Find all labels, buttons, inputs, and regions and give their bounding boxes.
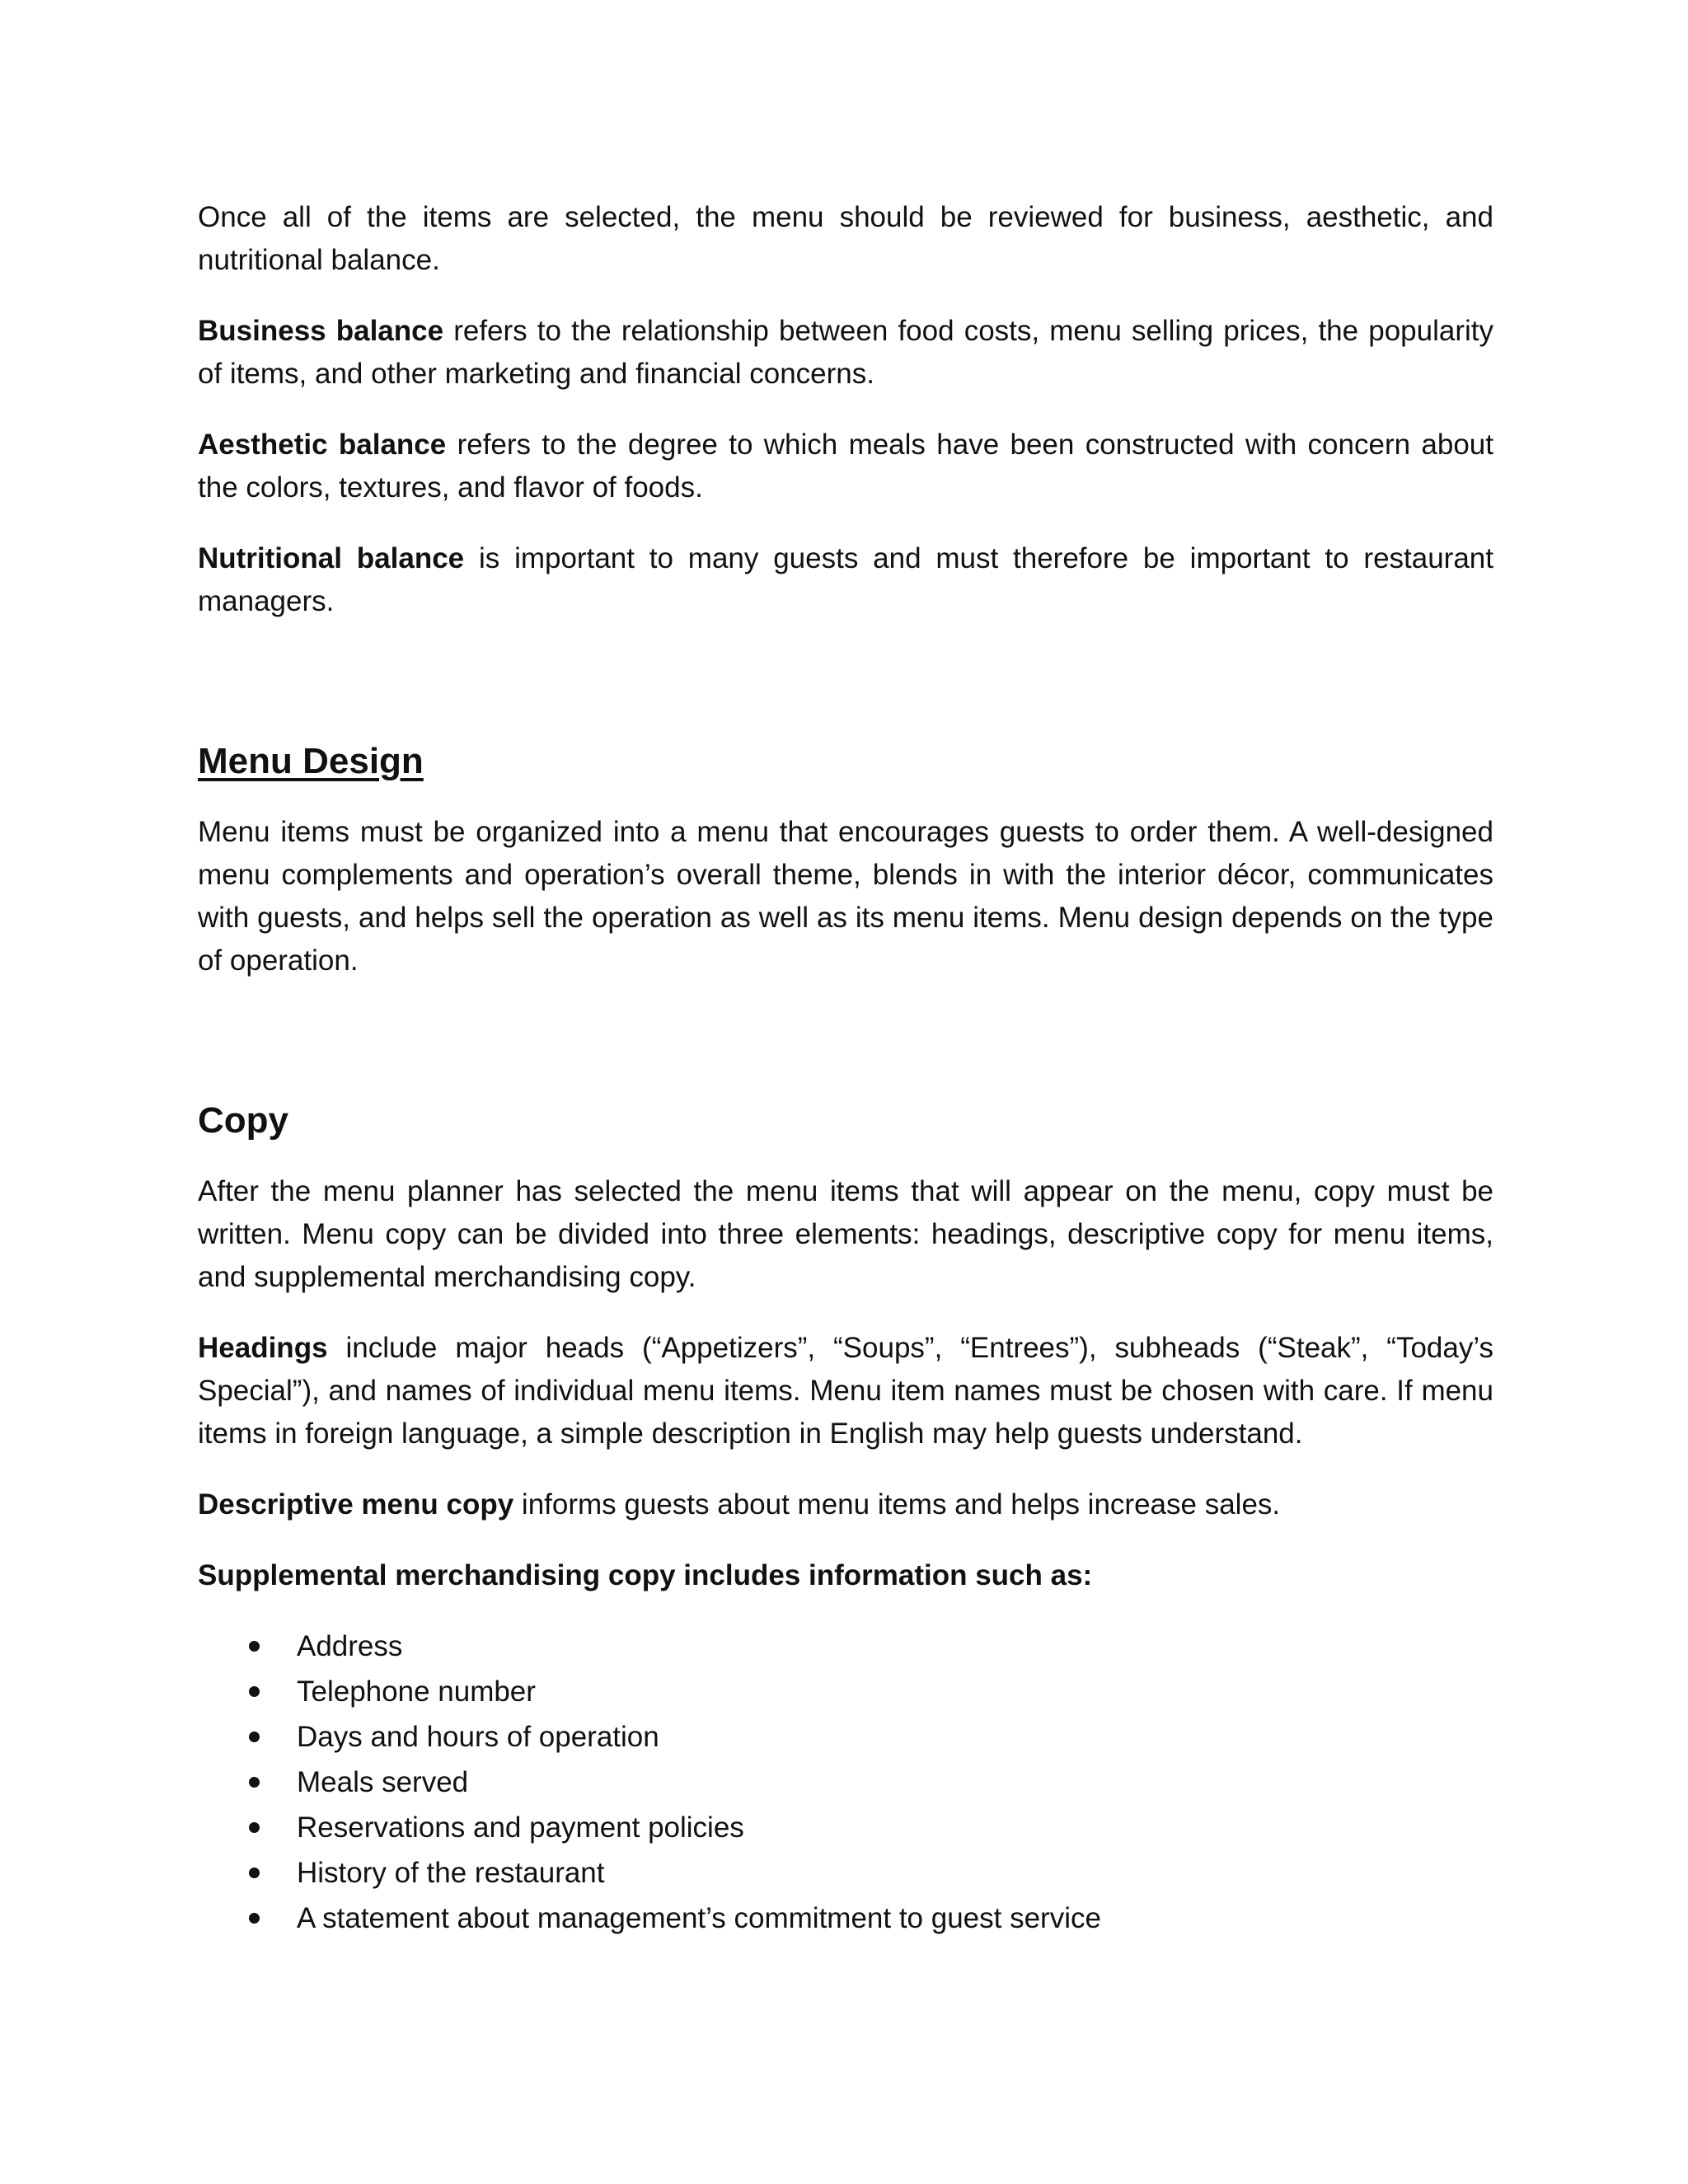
nutritional-balance-text: is important to many guests and must therefore be important to restaurant managers. [198,542,1493,617]
list-item [198,1624,1493,1669]
list-item [198,1805,1493,1850]
menu-design-heading: Menu Design [198,741,424,781]
headings-paragraph [198,1327,1493,1455]
intro-paragraph: Once all of the items are selected, the menu should be reviewed for business, aesthetic, and nutritional balance. [198,201,1493,276]
list-item-text: A statement about management’s commitment to guest service [297,1902,1101,1934]
list-item-text: Telephone number [297,1675,536,1708]
list-item [198,1714,1493,1760]
bullet-icon [249,1732,260,1742]
headings-text: include major heads (“Appetizers”, “Soups”, “Entrees”), subheads (“Steak”, “Today’s Special”), and names of individual menu items. Menu item names must be chosen with care. If menu items in foreign language, a simple description in English may help guests understand. [198,1332,1493,1450]
descriptive-copy-term: Descriptive menu copy [198,1488,514,1521]
list-item-text: Reservations and payment policies [297,1811,744,1844]
descriptive-copy-text: informs guests about menu items and helps increase sales. [513,1488,1281,1521]
aesthetic-balance-term: Aesthetic balance [198,429,447,461]
bullet-icon [249,1777,260,1788]
list-item-text: Meals served [297,1766,469,1798]
aesthetic-balance-paragraph [198,424,1493,509]
bullet-icon [249,1913,260,1924]
list-item-text: Days and hours of operation [297,1721,659,1753]
aesthetic-balance-text: refers to the degree to which meals have been constructed with concern about the colors, textures, and flavor of foods. [198,429,1493,504]
list-item-text: History of the restaurant [297,1857,605,1889]
bullet-icon [249,1686,260,1697]
list-item [198,1669,1493,1714]
headings-term: Headings [198,1332,328,1364]
descriptive-copy-paragraph [198,1483,1493,1526]
business-balance-term: Business balance [198,315,444,347]
supplemental-copy-heading: Supplemental merchandising copy includes information such as: [198,1559,1093,1591]
bullet-icon [249,1822,260,1833]
document-page [198,196,1493,1941]
business-balance-text: refers to the relationship between food costs, menu selling prices, the popularity of items, and other marketing and financial concerns. [198,315,1493,390]
menu-design-paragraph: Menu items must be organized into a menu that encourages guests to order them. A well-designed menu complements and operation’s overall theme, blends in with the interior décor, communicates with guests, and helps sell the operation as well as its menu items. Menu design depends on the type of operation. [198,816,1493,977]
copy-heading: Copy [198,1100,288,1141]
bullet-icon [249,1868,260,1878]
business-balance-paragraph [198,310,1493,396]
supplemental-copy-list [198,1624,1493,1941]
list-item [198,1896,1493,1941]
copy-paragraph: After the menu planner has selected the menu items that will appear on the menu, copy must be written. Menu copy can be divided into three elements: headings, descriptive copy for menu items, and supplemental merchandising copy. [198,1175,1493,1293]
list-item-text: Address [297,1630,403,1662]
list-item [198,1760,1493,1805]
list-item [198,1850,1493,1896]
nutritional-balance-paragraph [198,537,1493,623]
nutritional-balance-term: Nutritional balance [198,542,465,574]
bullet-icon [249,1641,260,1652]
